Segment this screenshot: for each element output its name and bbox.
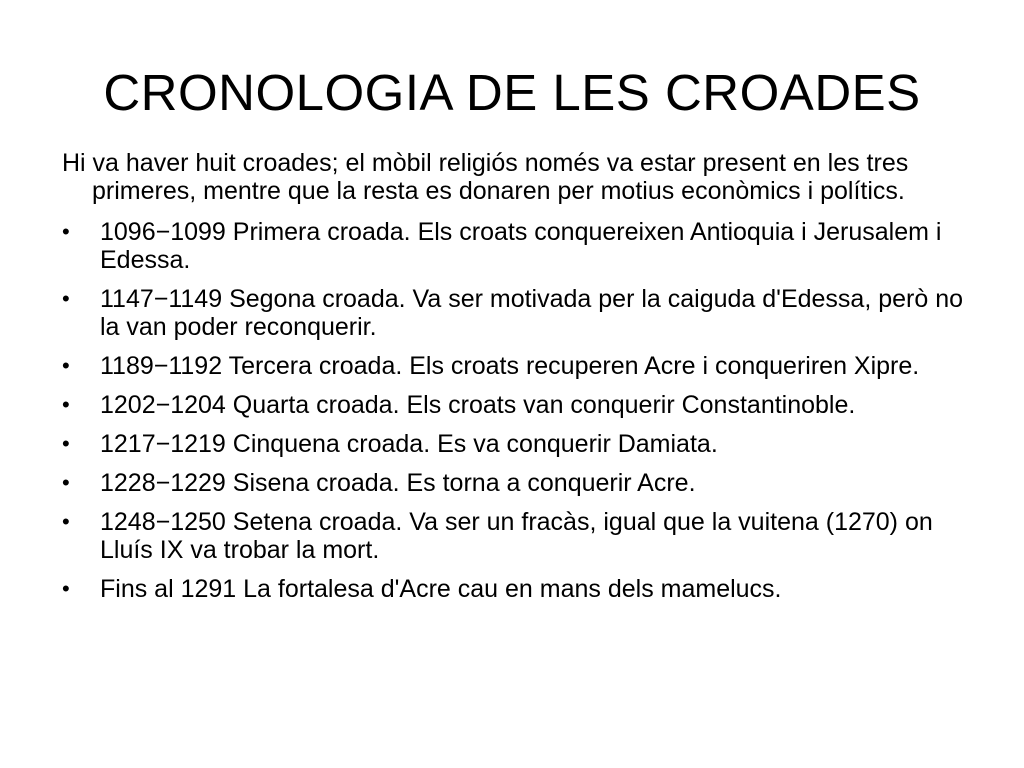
list-item [62, 285, 972, 341]
list-item-text: 1202−1204 Quarta croada. Els croats van conquerir Constantinoble. [100, 391, 856, 419]
bullet-icon: • [62, 470, 70, 495]
list-item [62, 218, 972, 274]
list-item [62, 352, 972, 380]
bullet-icon: • [62, 509, 70, 534]
list-item-text: 1228−1229 Sisena croada. Es torna a conquerir Acre. [100, 469, 696, 497]
list-item [62, 430, 972, 458]
bullet-icon: • [62, 431, 70, 456]
list-item-text: 1217−1219 Cinquena croada. Es va conquerir Damiata. [100, 430, 718, 458]
list-item [62, 508, 972, 564]
bullet-icon: • [62, 353, 70, 378]
bullet-icon: • [62, 219, 70, 244]
list-item-text: 1248−1250 Setena croada. Va ser un fracàs, igual que la vuitena (1270) on Lluís IX va trobar la mort. [100, 508, 933, 564]
list-item [62, 469, 972, 497]
list-item-text: 1096−1099 Primera croada. Els croats conquereixen Antioquia i Jerusalem i Edessa. [100, 218, 942, 274]
crusade-list [62, 218, 972, 603]
slide-body [62, 149, 972, 614]
list-item-text: 1189−1192 Tercera croada. Els croats recuperen Acre i conqueriren Xipre. [100, 352, 920, 380]
list-item-text: Fins al 1291 La fortalesa d'Acre cau en mans dels mamelucs. [100, 575, 782, 603]
bullet-icon: • [62, 286, 70, 311]
bullet-icon: • [62, 576, 70, 601]
list-item-text: 1147−1149 Segona croada. Va ser motivada per la caiguda d'Edessa, però no la van poder reconquerir. [100, 285, 964, 341]
intro-paragraph: Hi va haver huit croades; el mòbil religiós només va estar present en les tres primeres, mentre que la resta es donaren per motius econòmics i polítics. [62, 149, 909, 205]
list-item [62, 391, 972, 419]
slide-title: CRONOLOGIA DE LES CROADES [103, 64, 921, 121]
list-item [62, 575, 972, 603]
bullet-icon: • [62, 392, 70, 417]
